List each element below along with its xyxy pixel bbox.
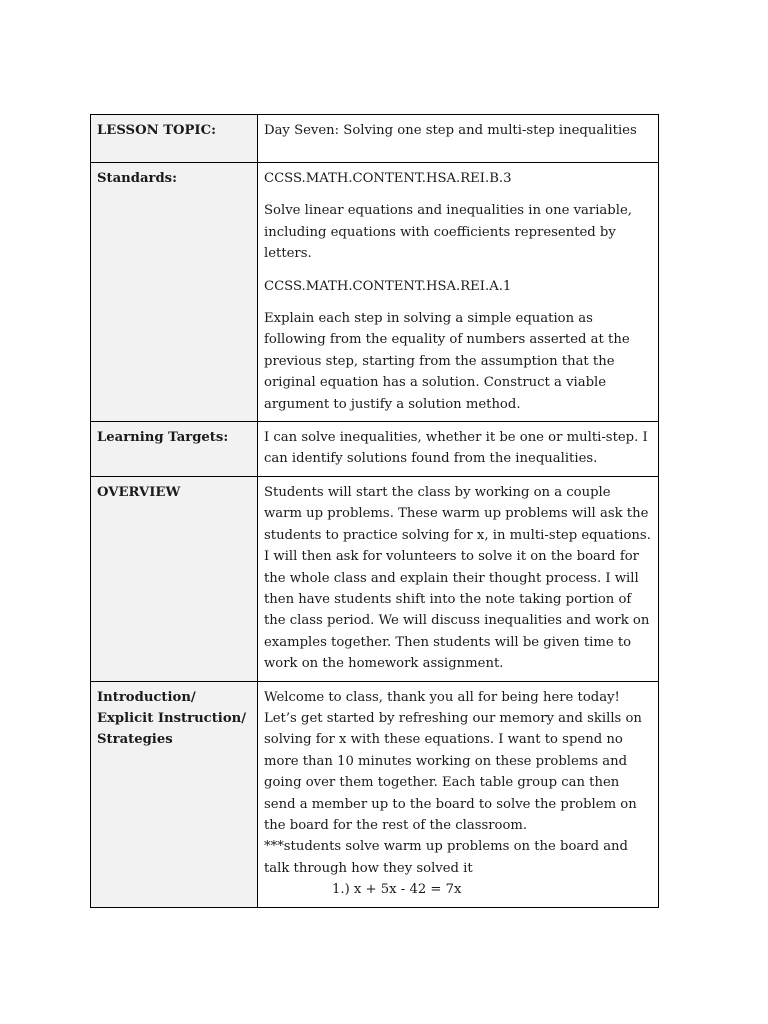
introduction-content [258,681,659,907]
introduction-label [91,681,258,907]
standard-code-2: CCSS.MATH.CONTENT.HSA.REI.A.1 [264,278,512,294]
learning-targets-content: I can solve inequalities, whether it be one or multi-step. I can identify solutions found from the inequalities. [258,422,659,477]
table-row-overview [91,476,659,681]
introduction-paragraph: Welcome to class, thank you all for being here today! Let’s get started by refreshing our memory and skills on solving for x with these equations. I want to spend no more than 10 minutes working on these problems and going over them together. Each table group can then send a member up to the board to solve the problem on the board for the rest of the classroom. [264,689,642,833]
introduction-note: ***students solve warm up problems on the board and talk through how they solved it [264,839,628,876]
table-row-lesson-topic [91,115,659,163]
lesson-plan-table [90,114,659,908]
standards-content [258,163,659,422]
lesson-topic-label: LESSON TOPIC: [91,115,258,163]
standard-code-1: CCSS.MATH.CONTENT.HSA.REI.B.3 [264,171,512,186]
standards-label: Standards: [91,163,258,422]
table-row-learning-targets [91,422,659,477]
standard-description-1: Solve linear equations and inequalities in one variable, including equations with coefficients represented by letters. [264,203,632,262]
overview-label: OVERVIEW [91,476,258,681]
standard-description-2: Explain each step in solving a simple equation as following from the equality of numbers asserted at the previous step, starting from the assumption that the original equation has a solution. Construct a viable argument to justify a solution method. [264,311,630,412]
warm-up-equation-1: 1.) x + 5x - 42 = 7x [332,882,462,898]
lesson-topic-content: Day Seven: Solving one step and multi-step inequalities [258,115,659,163]
table-row-standards [91,163,659,422]
introduction-label-line-3: Strategies [97,732,173,748]
table-row-introduction [91,681,659,907]
overview-content: Students will start the class by working on a couple warm up problems. These warm up problems will ask the students to practice solving for x, in multi-step equations. I will then ask for volunteers to solve it on the board for the whole class and explain their thought process. I will then have students shift into the note taking portion of the class period. We will discuss inequalities and work on examples together. Then students will be given time to work on the homework assignment. [258,476,659,681]
introduction-label-line-1: Introduction/ [97,689,196,705]
introduction-label-line-2: Explicit Instruction/ [97,710,247,726]
learning-targets-label: Learning Targets: [91,422,258,477]
